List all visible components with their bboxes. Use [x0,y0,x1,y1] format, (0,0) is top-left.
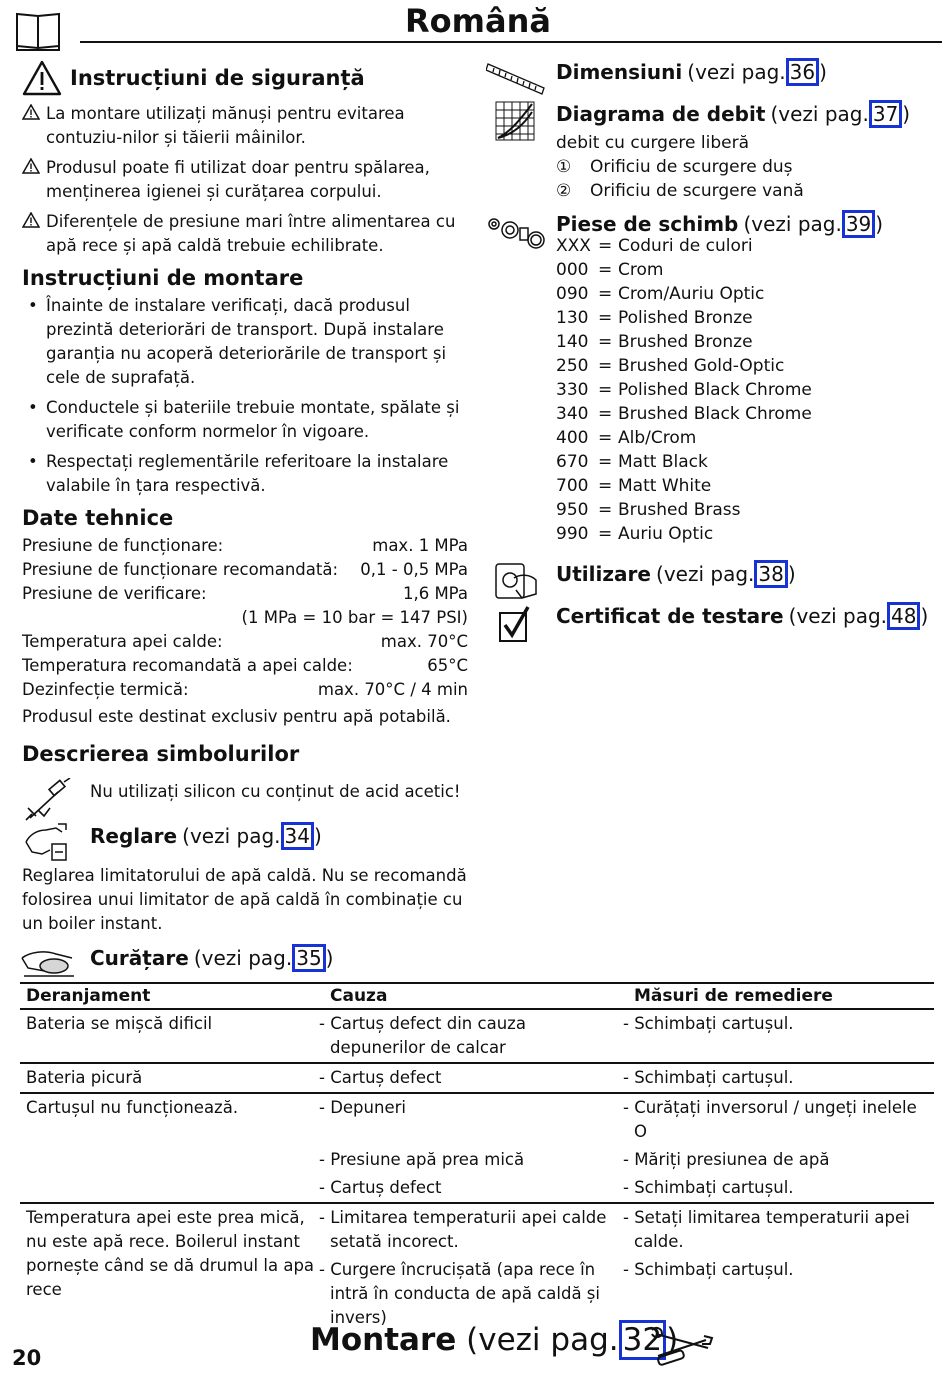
silicone-note: Nu utilizați silicon cu conținut de acid acetic! [90,782,461,801]
warning-icon [22,60,62,96]
debit-title: Diagrama de debit [556,102,766,126]
curatare-ref: (vezi pag. [193,946,293,970]
utilizare-heading: Utilizare (vezi pag. 38 ) [556,562,796,586]
flow-diagram-icon [494,100,536,146]
reglare-text: Reglarea limitatorului de apă caldă. Nu se recomandă folosirea unui limitator de apă caldă în combinație cu un boiler instant. [22,866,467,933]
reglare-heading: Reglare (vezi pag. 34 ) [90,824,322,848]
mounting-section [22,266,468,504]
spec-row: Presiune de verificare: 1,6 MPa [22,584,468,603]
col-header-fault: Deranjament [20,984,324,1009]
warning-small-icon [22,212,40,228]
table-row: Bateria se mișcă dificil - Cartuș defect din cauza depunerilor de calcar - Schimbați cartușul. [20,1009,934,1063]
spec-row: Dezinfecție termică: max. 70°C / 4 min [22,680,468,699]
debit-subtitle: debit cu curgere liberă [556,133,750,153]
wrench-tools-icon [650,1326,714,1370]
montare-heading: Montare (vezi pag. 32 ) [310,1320,678,1360]
certificat-title: Certificat de testare [556,604,784,628]
color-row: 340 = Brushed Black Chrome [556,404,812,424]
table-row: Bateria picură - Cartuș defect - Schimbați cartușul. [20,1063,934,1093]
hand-operation-icon [490,560,540,606]
page-link-48[interactable]: 48 [887,602,920,630]
debit-ref: (vezi pag. [770,102,869,126]
page-number: 20 [12,1346,42,1370]
color-row: 330 = Polished Black Chrome [556,380,812,400]
table-row: Cartușul nu funcționează. - Depuneri - Curățați inversorul / ungeți inelele O [26,1098,917,1141]
safety-item: La montare utilizați mănuși pentru evitarea contuziu-nilor și tăierii mâinilor. [22,102,468,150]
header-rule [80,41,942,43]
spec-row: (1 MPa = 10 bar = 147 PSI) [241,608,468,627]
certificat-ref: (vezi pag. [788,604,888,628]
page-link-38[interactable]: 38 [754,560,787,588]
color-row: 250 = Brushed Gold-Optic [556,356,785,376]
debit-item: ① Orificiu de scurgere duș [556,157,793,177]
color-row: 670 = Matt Black [556,452,708,472]
col-header-cause: Cauza [324,984,628,1009]
dimensiuni-heading: Dimensiuni (vezi pag. 36 ) [556,60,827,84]
spec-row: Temperatura recomandată a apei calde: 65°C [22,656,468,675]
page-link-37[interactable]: 37 [869,100,902,128]
safety-section [22,60,468,264]
troubleshooting-table [20,984,934,1332]
table-row: - Curgere încrucișată (apa rece în intră în conducta de apă caldă și invers) - Schimbați cartușul. [319,1260,794,1327]
debit-item: ② Orificiu de scurgere vană [556,181,804,201]
tech-title: Date tehnice [22,506,174,530]
table-row: Temperatura apei este prea mică, nu este apă rece. Boilerul instant pornește când se dă drumul la apa rece - Limitarea temperaturii apei calde setată incorect. - Setați limitarea temperaturii apei calde. [26,1208,910,1299]
certificate-check-icon [498,605,532,647]
warning-small-icon [22,158,40,174]
page-link-35[interactable]: 35 [292,944,325,972]
curatare-heading: Curățare (vezi pag. 35 ) [90,946,334,970]
reglare-title: Reglare [90,824,178,848]
tech-section [22,506,468,729]
silicone-gun-icon [24,778,72,826]
page-link-36[interactable]: 36 [786,58,819,86]
montare-title: Montare [310,1322,457,1358]
book-icon [14,10,62,56]
color-row: XXX = Coduri de culori [556,236,753,256]
cleaning-hand-icon [20,944,78,984]
utilizare-title: Utilizare [556,562,651,586]
color-row: 130 = Polished Bronze [556,308,753,328]
safety-item: Diferențele de presiune mari între alimentarea cu apă rece și apă caldă trebuie echilibrate. [22,210,468,258]
utilizare-ref: (vezi pag. [656,562,755,586]
piese-ref: (vezi pag. [743,212,842,236]
color-row: 090 = Crom/Auriu Optic [556,284,765,304]
piese-title: Piese de schimb [556,212,739,236]
symbols-title: Descrierea simbolurilor [22,742,300,766]
ruler-dimensions-icon [486,58,546,102]
reglare-ref: (vezi pag. [182,824,281,848]
mounting-item: • Conductele și bateriile trebuie montate, spălate și verificate conform normelor în vigoare. [22,396,468,444]
color-row: 990 = Auriu Optic [556,524,714,544]
dimensiuni-title: Dimensiuni [556,60,683,84]
page-title: Română [405,2,551,40]
color-row: 950 = Brushed Brass [556,500,741,520]
debit-details [556,131,804,203]
piese-heading: Piese de schimb (vezi pag. 39 ) [556,212,884,236]
mounting-item: • Înainte de instalare verificați, dacă produsul prezintă deteriorări de transport. După instalare garanția nu acoperă deteriorările de transport și cele de suprafață. [22,294,468,390]
debit-heading: Diagrama de debit (vezi pag. 37 ) [556,102,911,126]
spare-parts-icon [486,214,546,254]
safety-item: Produsul poate fi utilizat doar pentru spălarea, menținerea igienei și curățarea corpului. [22,156,468,204]
page-link-32[interactable]: 32 [619,1320,666,1360]
spec-row: Presiune de funcționare recomandată: 0,1 - 0,5 MPa [22,560,468,579]
spec-row: Presiune de funcționare: max. 1 MPa [22,536,468,555]
adjust-hand-icon [22,822,72,868]
color-row: 400 = Alb/Crom [556,428,697,448]
montare-ref: (vezi pag. [466,1322,619,1358]
troubleshooting-table-wrap [20,982,934,1332]
mounting-title: Instrucțiuni de montare [22,266,304,290]
table-row: - Cartuș defect - Schimbați cartușul. [20,1174,934,1203]
table-row: - Presiune apă prea mică - Măriți presiunea de apă [319,1150,830,1169]
curatare-title: Curățare [90,946,189,970]
tech-note: Produsul este destinat exclusiv pentru apă potabilă. [22,707,451,726]
color-row: 000 = Crom [556,260,664,280]
page-link-34[interactable]: 34 [281,822,314,850]
color-row: 140 = Brushed Bronze [556,332,753,352]
warning-small-icon [22,104,40,120]
col-header-fix: Măsuri de remediere [628,984,934,1009]
color-row: 700 = Matt White [556,476,712,496]
mounting-item: • Respectați reglementările referitoare la instalare valabile în țara respectivă. [22,450,468,498]
color-codes-list [556,234,812,546]
safety-title: Instrucțiuni de siguranță [70,66,365,90]
dimensiuni-ref: (vezi pag. [687,60,786,84]
certificat-heading: Certificat de testare (vezi pag. 48 ) [556,604,929,628]
spec-row: Temperatura apei calde: max. 70°C [22,632,468,651]
page-link-39[interactable]: 39 [842,210,875,238]
